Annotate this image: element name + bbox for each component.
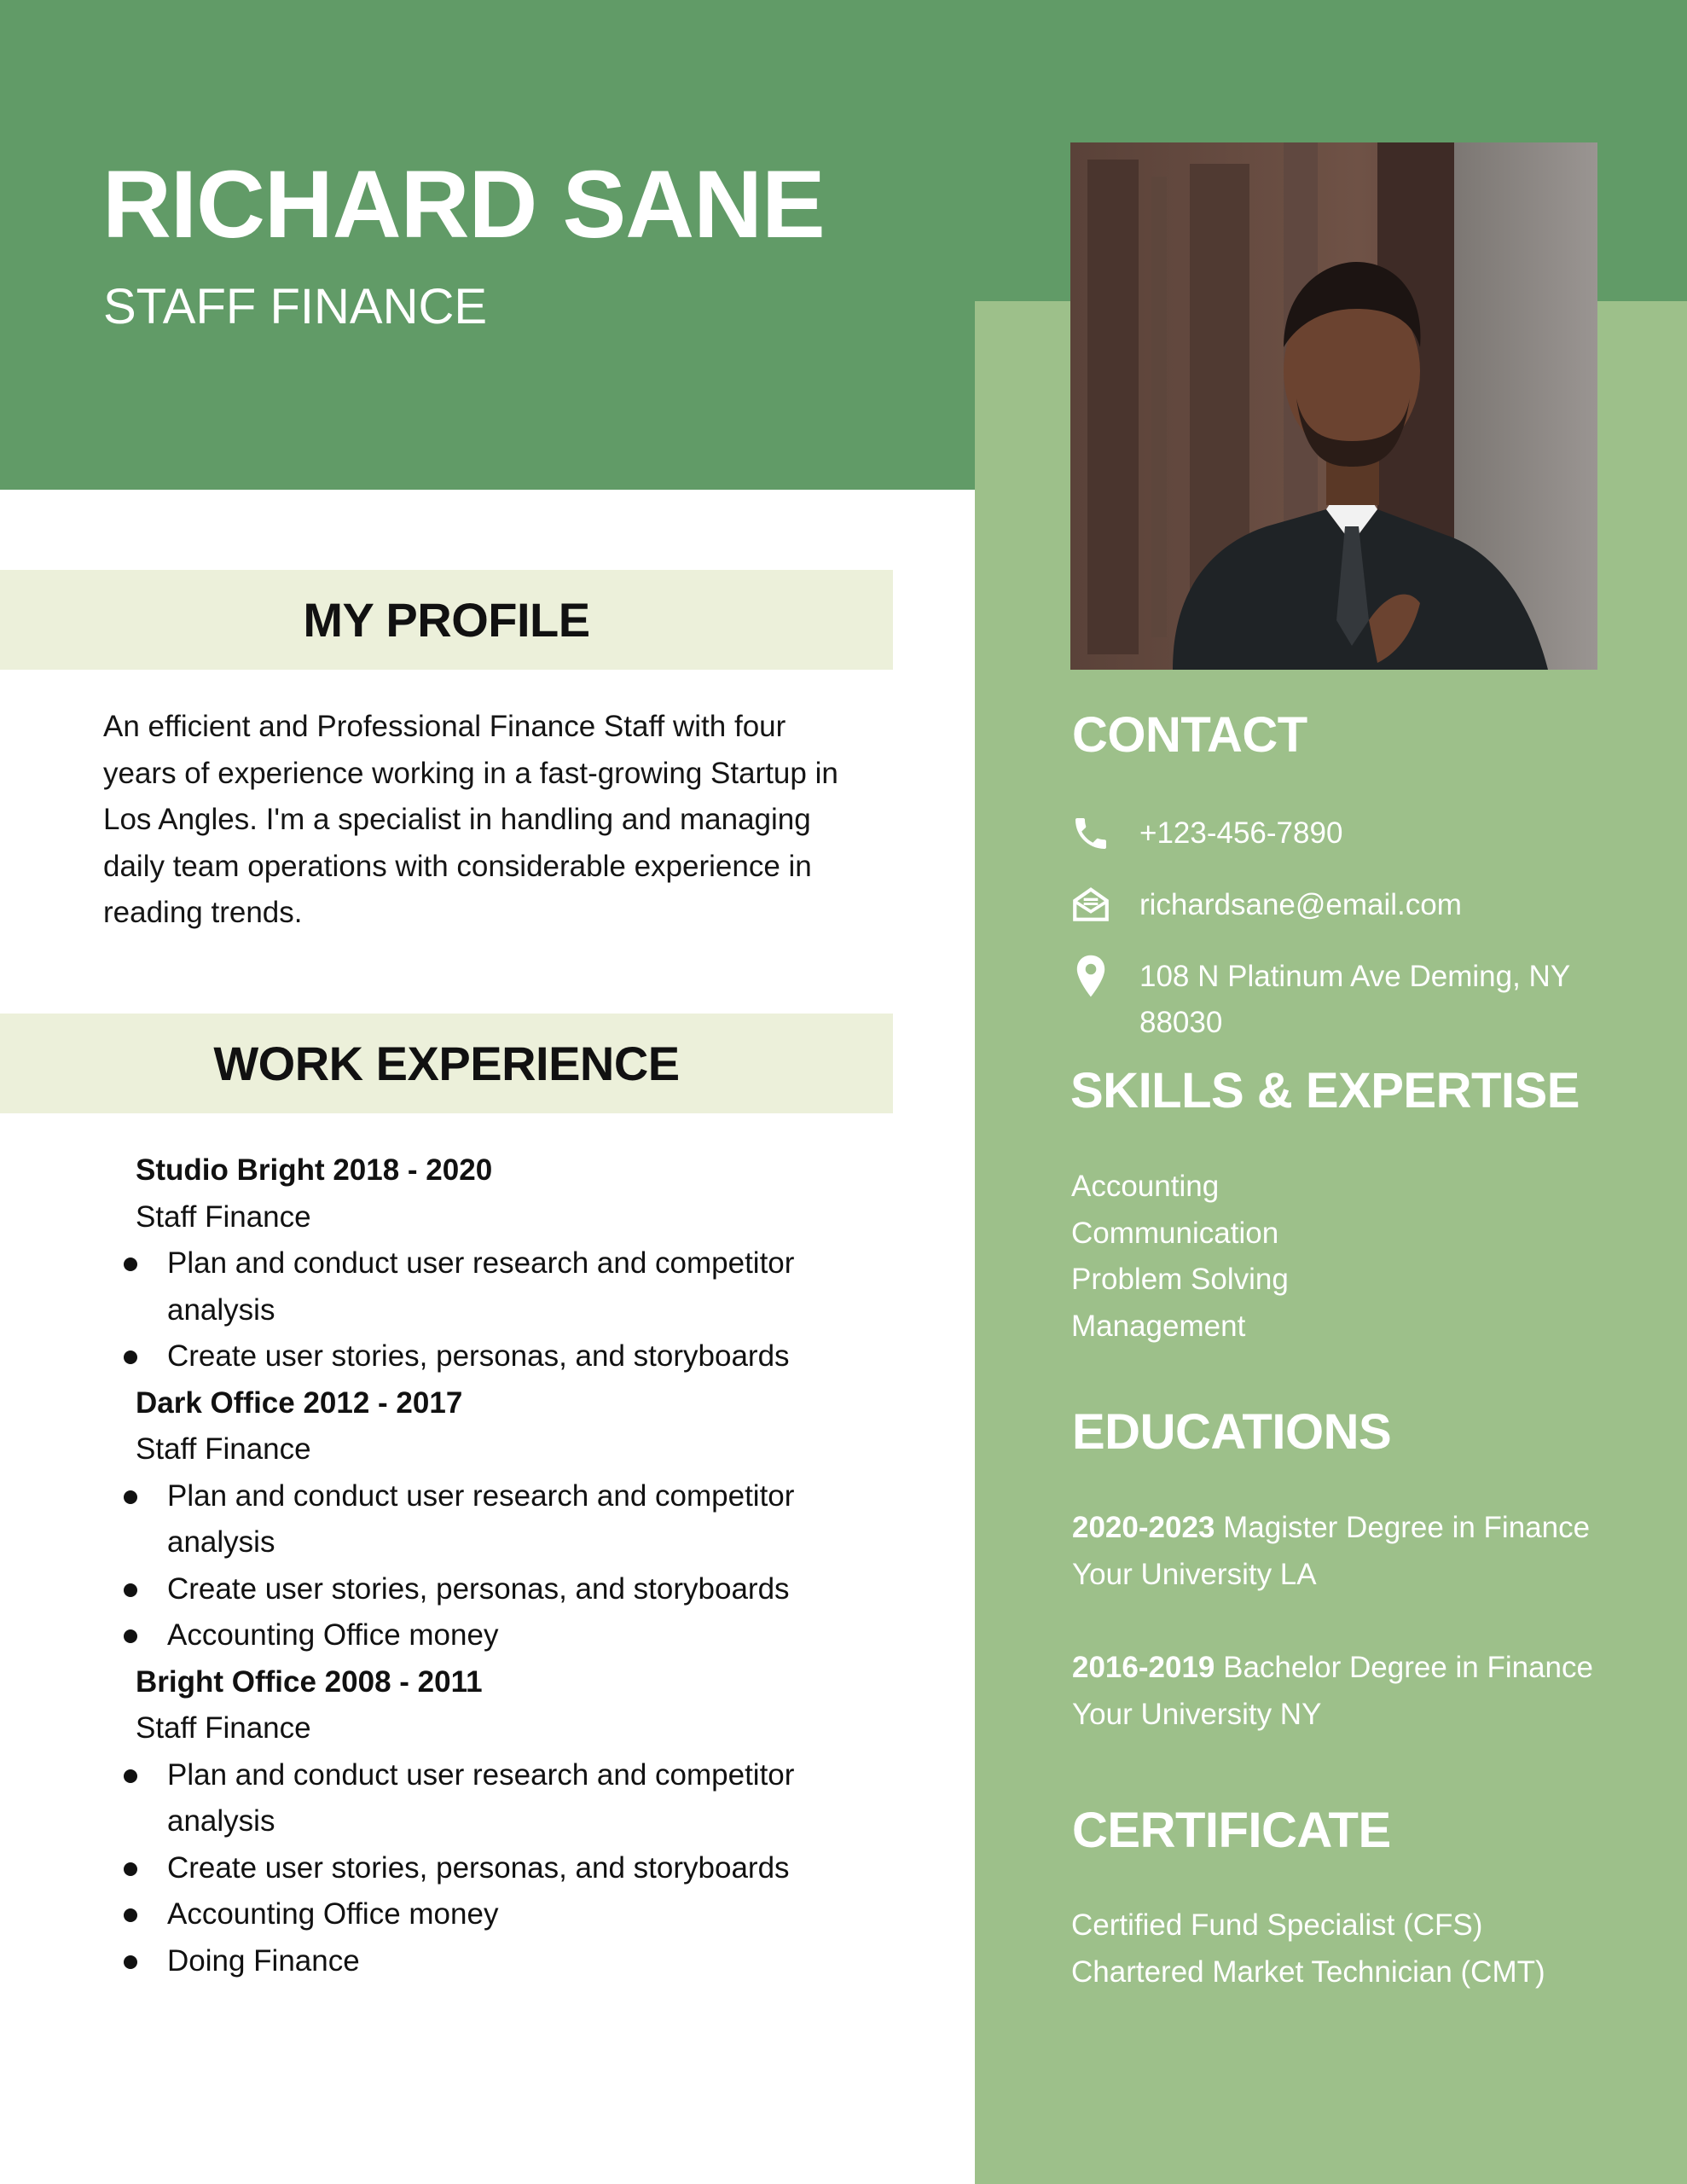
skills-heading: SKILLS & EXPERTISE [1070,1063,1580,1118]
job-duties [136,1473,886,1659]
person-name: RICHARD SANE [102,151,825,258]
email-address[interactable]: richardsane@email.com [1139,888,1462,921]
job-heading: Dark Office 2012 - 2017 [136,1385,463,1420]
education-years: 2016-2019 [1072,1651,1215,1684]
profile-heading: MY PROFILE [303,593,590,647]
skill-item: Communication [1071,1216,1279,1250]
duty-text: Plan and conduct user research and competitor analysis [167,1246,795,1327]
duty-item [136,1333,886,1380]
duty-text: Plan and conduct user research and competitor analysis [167,1757,795,1838]
job-duties [136,1240,886,1380]
job-title: STAFF FINANCE [103,279,488,334]
education-school: Your University NY [1072,1697,1322,1731]
duty-item [136,1891,886,1938]
skill-item: Accounting [1071,1170,1220,1203]
duty-item [136,1240,886,1333]
phone-icon [1068,810,1114,857]
work-heading: WORK EXPERIENCE [213,1037,680,1090]
contact-email [1068,882,1617,928]
duty-text: Doing Finance [167,1943,360,1978]
job-entry [136,1380,886,1659]
education-entry [1072,1505,1601,1598]
bullet-icon [124,1350,137,1364]
certificate-item: Certified Fund Specialist (CFS) [1071,1908,1483,1942]
bullet-icon [124,1862,137,1876]
bullet-icon [124,1258,137,1271]
duty-item [136,1473,886,1566]
phone-number[interactable]: +123-456-7890 [1139,816,1343,850]
job-role: Staff Finance [136,1199,311,1234]
envelope-icon [1068,882,1114,928]
contact-heading: CONTACT [1072,707,1307,763]
skill-item: Management [1071,1309,1246,1343]
duty-text: Create user stories, personas, and storyboards [167,1850,790,1885]
job-duties [136,1752,886,1985]
duty-item [136,1566,886,1613]
duty-text: Accounting Office money [167,1897,499,1931]
job-entry [136,1659,886,1985]
education-degree: Bachelor Degree in Finance [1223,1651,1593,1684]
duty-item [136,1612,886,1659]
education-entry [1072,1645,1601,1738]
job-heading: Bright Office 2008 - 2011 [136,1664,483,1699]
job-role: Staff Finance [136,1711,311,1745]
duty-text: Create user stories, personas, and storyboards [167,1571,790,1606]
duty-text: Create user stories, personas, and storyboards [167,1339,790,1373]
job-entry [136,1147,886,1380]
duty-text: Accounting Office money [167,1618,499,1652]
certificate-item: Chartered Market Technician (CMT) [1071,1955,1545,1989]
bullet-icon [124,1629,137,1643]
bullet-icon [124,1955,137,1969]
skill-item: Problem Solving [1071,1263,1289,1296]
education-degree: Magister Degree in Finance [1223,1511,1591,1544]
address-text: 108 N Platinum Ave Deming, NY 88030 [1139,960,1570,1039]
contact-address [1068,954,1617,1046]
work-section-bar [0,1014,893,1113]
profile-section-bar [0,570,893,670]
duty-item [136,1938,886,1985]
profile-summary: An efficient and Professional Finance Staff with four years of experience working in a fast-growing Startup in Los Angles. I'm a specialist in handling and managing daily team operations with considerable experience in reading trends. [103,710,838,929]
education-school: Your University LA [1072,1557,1317,1591]
map-pin-icon [1068,954,1114,1000]
profile-photo [1070,142,1597,670]
skills-list [1071,1164,1289,1350]
duty-item [136,1752,886,1845]
certificate-heading: CERTIFICATE [1072,1803,1391,1858]
bullet-icon [124,1583,137,1597]
job-role: Staff Finance [136,1432,311,1466]
education-years: 2020-2023 [1072,1511,1215,1544]
certificate-list [1071,1902,1545,1995]
bullet-icon [124,1490,137,1504]
contact-phone [1068,810,1617,857]
work-experience-list [136,1147,886,1984]
job-heading: Studio Bright 2018 - 2020 [136,1153,493,1187]
education-heading: EDUCATIONS [1072,1404,1392,1460]
duty-text: Plan and conduct user research and competitor analysis [167,1478,795,1559]
duty-item [136,1845,886,1892]
bullet-icon [124,1908,137,1922]
bullet-icon [124,1769,137,1783]
